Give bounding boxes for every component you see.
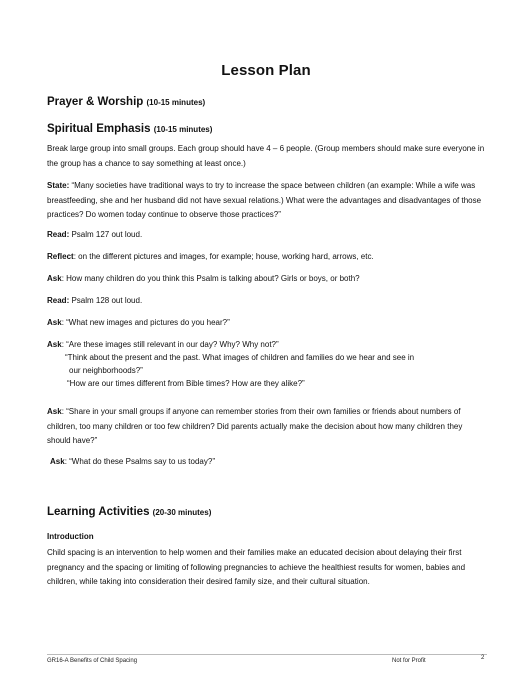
- prayer-heading-text: Prayer & Worship: [47, 96, 144, 108]
- learning-heading-text: Learning Activities: [47, 506, 150, 518]
- introduction-subheading: Introduction: [47, 532, 94, 541]
- ask1-text: : How many children do you think this Psalm is talking about? Girls or boys, or both?: [61, 274, 360, 283]
- ask3-line-2: “Think about the present and the past. What images of children and families do we hear and see in: [65, 353, 415, 362]
- ask4-text: : “Share in your small groups if anyone can remember stories from their own families or friends about numbers of children, too many children or too few children? Did parents actually make the decision about how many children they should have?”: [47, 407, 463, 445]
- ask-how-many-children: [47, 272, 487, 287]
- read2-label: Read:: [47, 296, 70, 305]
- section-heading-prayer: [47, 96, 205, 108]
- spiritual-intro-paragraph: Break large group into small groups. Each group should have 4 – 6 people. (Group members should make sure everyone in the group has a chance to say something at least once.): [47, 144, 485, 168]
- footer-divider: [47, 654, 487, 655]
- state-text: “Many societies have traditional ways to try to increase the space between children (an example: While a wife was breastfeeding, she and her husband did not have sexual relations.) What were the advantages and disadvantages of those practices? Do women today continue to observe those practices?”: [47, 181, 482, 219]
- ask1-label: Ask: [47, 274, 62, 283]
- reflect-label: Reflect: [47, 252, 74, 261]
- ask3-line-3: our neighborhoods?”: [69, 366, 143, 375]
- page-title: Lesson Plan: [221, 62, 311, 79]
- ask3-text: : “Are these images still relevant in our day? Why? Why not?”: [61, 340, 279, 349]
- read-psalm-128: [47, 294, 487, 309]
- reflect-text: : on the different pictures and images, for example; house, working hard, arrows, etc.: [73, 252, 374, 261]
- spiritual-heading-text: Spiritual Emphasis: [47, 123, 151, 135]
- ask-new-images: [47, 316, 487, 331]
- read2-text: Psalm 128 out loud.: [69, 296, 143, 305]
- section-heading-spiritual: [47, 123, 212, 135]
- read1-label: Read:: [47, 230, 70, 239]
- ask3-line-4: “How are our times different from Bible times? How are they alike?”: [67, 379, 305, 388]
- learning-time: (20-30 minutes): [152, 508, 212, 517]
- footer-not-for-profit: Not for Profit: [392, 658, 426, 664]
- ask3-label: Ask: [47, 340, 62, 349]
- prayer-time: (10-15 minutes): [146, 98, 206, 107]
- footer-page-number: 2: [481, 655, 485, 661]
- ask5-text: : “What do these Psalms say to us today?”: [64, 457, 215, 466]
- ask4-label: Ask: [47, 407, 62, 416]
- ask2-label: Ask: [47, 318, 62, 327]
- ask-what-psalms-say: [50, 455, 490, 470]
- read1-text: Psalm 127 out loud.: [69, 230, 143, 239]
- ask5-label: Ask: [50, 457, 65, 466]
- reflect-paragraph: [47, 250, 487, 265]
- introduction-paragraph: Child spacing is an intervention to help women and their families make an educated decision about delaying their first pregnancy and the spacing or limiting of following pregnancies to achieve the healthiest results for women, babies and children, while taking into consideration their desired family size, and their cultural situation.: [47, 548, 466, 586]
- footer-document-id: GR16-A Benefits of Child Spacing: [47, 658, 138, 664]
- ask2-text: : “What new images and pictures do you hear?”: [61, 318, 230, 327]
- section-heading-learning: [47, 506, 211, 518]
- state-paragraph: [47, 179, 487, 223]
- spiritual-time: (10-15 minutes): [153, 125, 213, 134]
- read-psalm-127: [47, 228, 487, 243]
- ask-share-stories: [47, 405, 487, 449]
- state-label: State:: [47, 181, 70, 190]
